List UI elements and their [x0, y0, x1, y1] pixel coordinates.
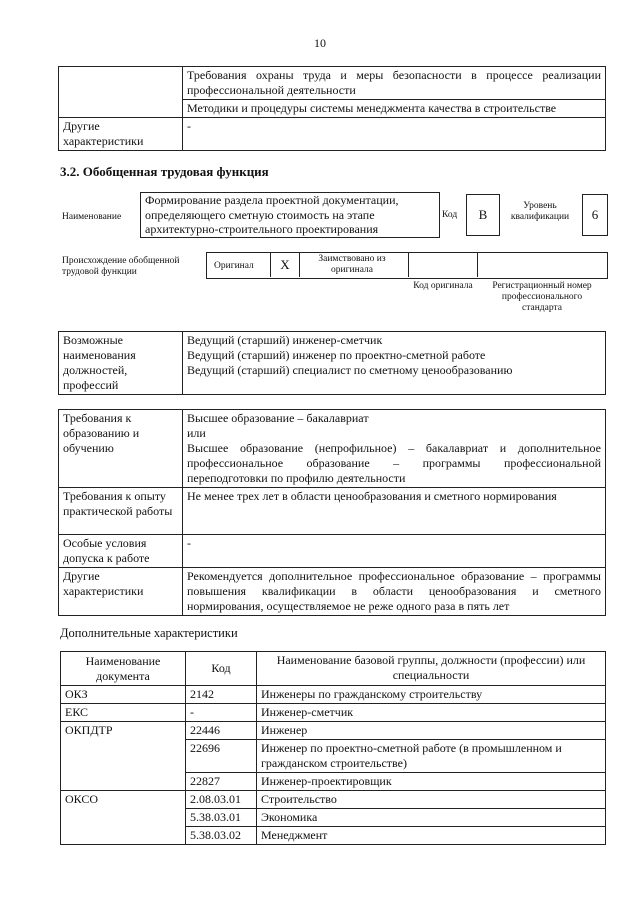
requirement-label: Особые условия допуска к работе: [59, 535, 183, 568]
code-cell: 5.38.03.01: [186, 809, 257, 827]
code-cell: 2142: [186, 686, 257, 704]
requirement-label: Требования к образованию и обучению: [59, 410, 183, 488]
requirement-label: Требования к опыту практической работы: [59, 488, 183, 535]
position-item: Ведущий (старший) специалист по сметному ценообразованию: [187, 363, 513, 377]
name-label: Наименование: [62, 212, 122, 222]
col-header-name: Наименование базовой группы, должности (профессии) или специальности: [257, 652, 606, 686]
requirement-line: или: [187, 426, 206, 440]
code-original-cell: [408, 252, 478, 277]
position-item: Ведущий (старший) инженер по проектно-сметной работе: [187, 348, 486, 362]
code-original-label: Код оригинала: [413, 281, 473, 291]
name-cell: Инженер по проектно-сметной работе (в промышленном и гражданском строительстве): [257, 740, 606, 773]
requirement-line: Рекомендуется дополнительное профессиональное образование – программы повышения квалификации в области ценообразования и сметного нормирования, осуществляемое не реже одного раза в пять лет: [183, 568, 606, 616]
code-label: Код: [442, 210, 458, 220]
table-row: [61, 791, 606, 809]
col-header-code: Код: [186, 652, 257, 686]
name-cell: Инженер: [257, 722, 606, 740]
name-cell: Менеджмент: [257, 827, 606, 845]
doc-cell: ОКСО: [61, 791, 186, 845]
positions-table: [58, 331, 606, 395]
origin-box: [206, 252, 608, 279]
name-cell: Инженеры по гражданскому строительству: [257, 686, 606, 704]
borrowed-label: Заимствовано из оригинала: [318, 254, 386, 275]
name-value: Формирование раздела проектной документации, определяющего сметную стоимость на этапе архитектурно-строительного проектирования: [140, 192, 440, 238]
code-cell: 22696: [186, 740, 257, 773]
requirement-label: Другие характеристики: [59, 568, 183, 616]
top-table-cell: Методики и процедуры системы менеджмента качества в строительстве: [183, 100, 606, 118]
origin-label: Происхождение обобщенной трудовой функции: [62, 256, 180, 277]
name-cell: Экономика: [257, 809, 606, 827]
original-mark: X: [270, 252, 300, 277]
additional-title: Дополнительные характеристики: [60, 626, 238, 640]
requirements-table: [58, 409, 606, 616]
additional-table: [60, 651, 606, 845]
top-table-empty-cell: [59, 67, 183, 118]
name-cell: Инженер-проектировщик: [257, 773, 606, 791]
position-item: Ведущий (старший) инженер-сметчик: [187, 333, 383, 347]
top-table-label: Другие характеристики: [59, 118, 183, 151]
page-number: 10: [314, 36, 326, 50]
doc-cell: ЕКС: [61, 704, 186, 722]
code-cell: 22827: [186, 773, 257, 791]
code-cell: 2.08.03.01: [186, 791, 257, 809]
requirement-line: -: [183, 535, 606, 568]
doc-cell: ОКПДТР: [61, 722, 186, 791]
table-row: [61, 686, 606, 704]
level-label: Уровень квалификации: [510, 201, 570, 222]
col-header-doc: Наименование документа: [61, 652, 186, 686]
reg-number-label: Регистрационный номер профессионального стандарта: [492, 281, 592, 313]
top-table: [58, 66, 606, 151]
name-cell: Строительство: [257, 791, 606, 809]
original-label: Оригинал: [214, 261, 254, 271]
code-cell: 22446: [186, 722, 257, 740]
code-cell: -: [186, 704, 257, 722]
top-table-cell: -: [183, 118, 606, 151]
doc-cell: ОКЗ: [61, 686, 186, 704]
table-row: [61, 722, 606, 740]
top-table-cell: Требования охраны труда и меры безопасности в процессе реализации профессиональной деятельности: [183, 67, 606, 100]
name-cell: Инженер-сметчик: [257, 704, 606, 722]
requirement-line: Высшее образование (непрофильное) – бакалавриат и дополнительное профессиональное образование – программы профессиональной переподготовки по профилю деятельности: [187, 441, 601, 485]
code-value: B: [466, 194, 500, 236]
requirement-line: Не менее трех лет в области ценообразования и сметного нормирования: [183, 488, 606, 535]
section-title: 3.2. Обобщенная трудовая функция: [60, 164, 269, 179]
code-cell: 5.38.03.02: [186, 827, 257, 845]
positions-label: Возможные наименования должностей, профессий: [59, 332, 183, 395]
level-value: 6: [582, 194, 608, 236]
requirement-line: Высшее образование – бакалавриат: [187, 411, 369, 425]
table-row: [61, 704, 606, 722]
